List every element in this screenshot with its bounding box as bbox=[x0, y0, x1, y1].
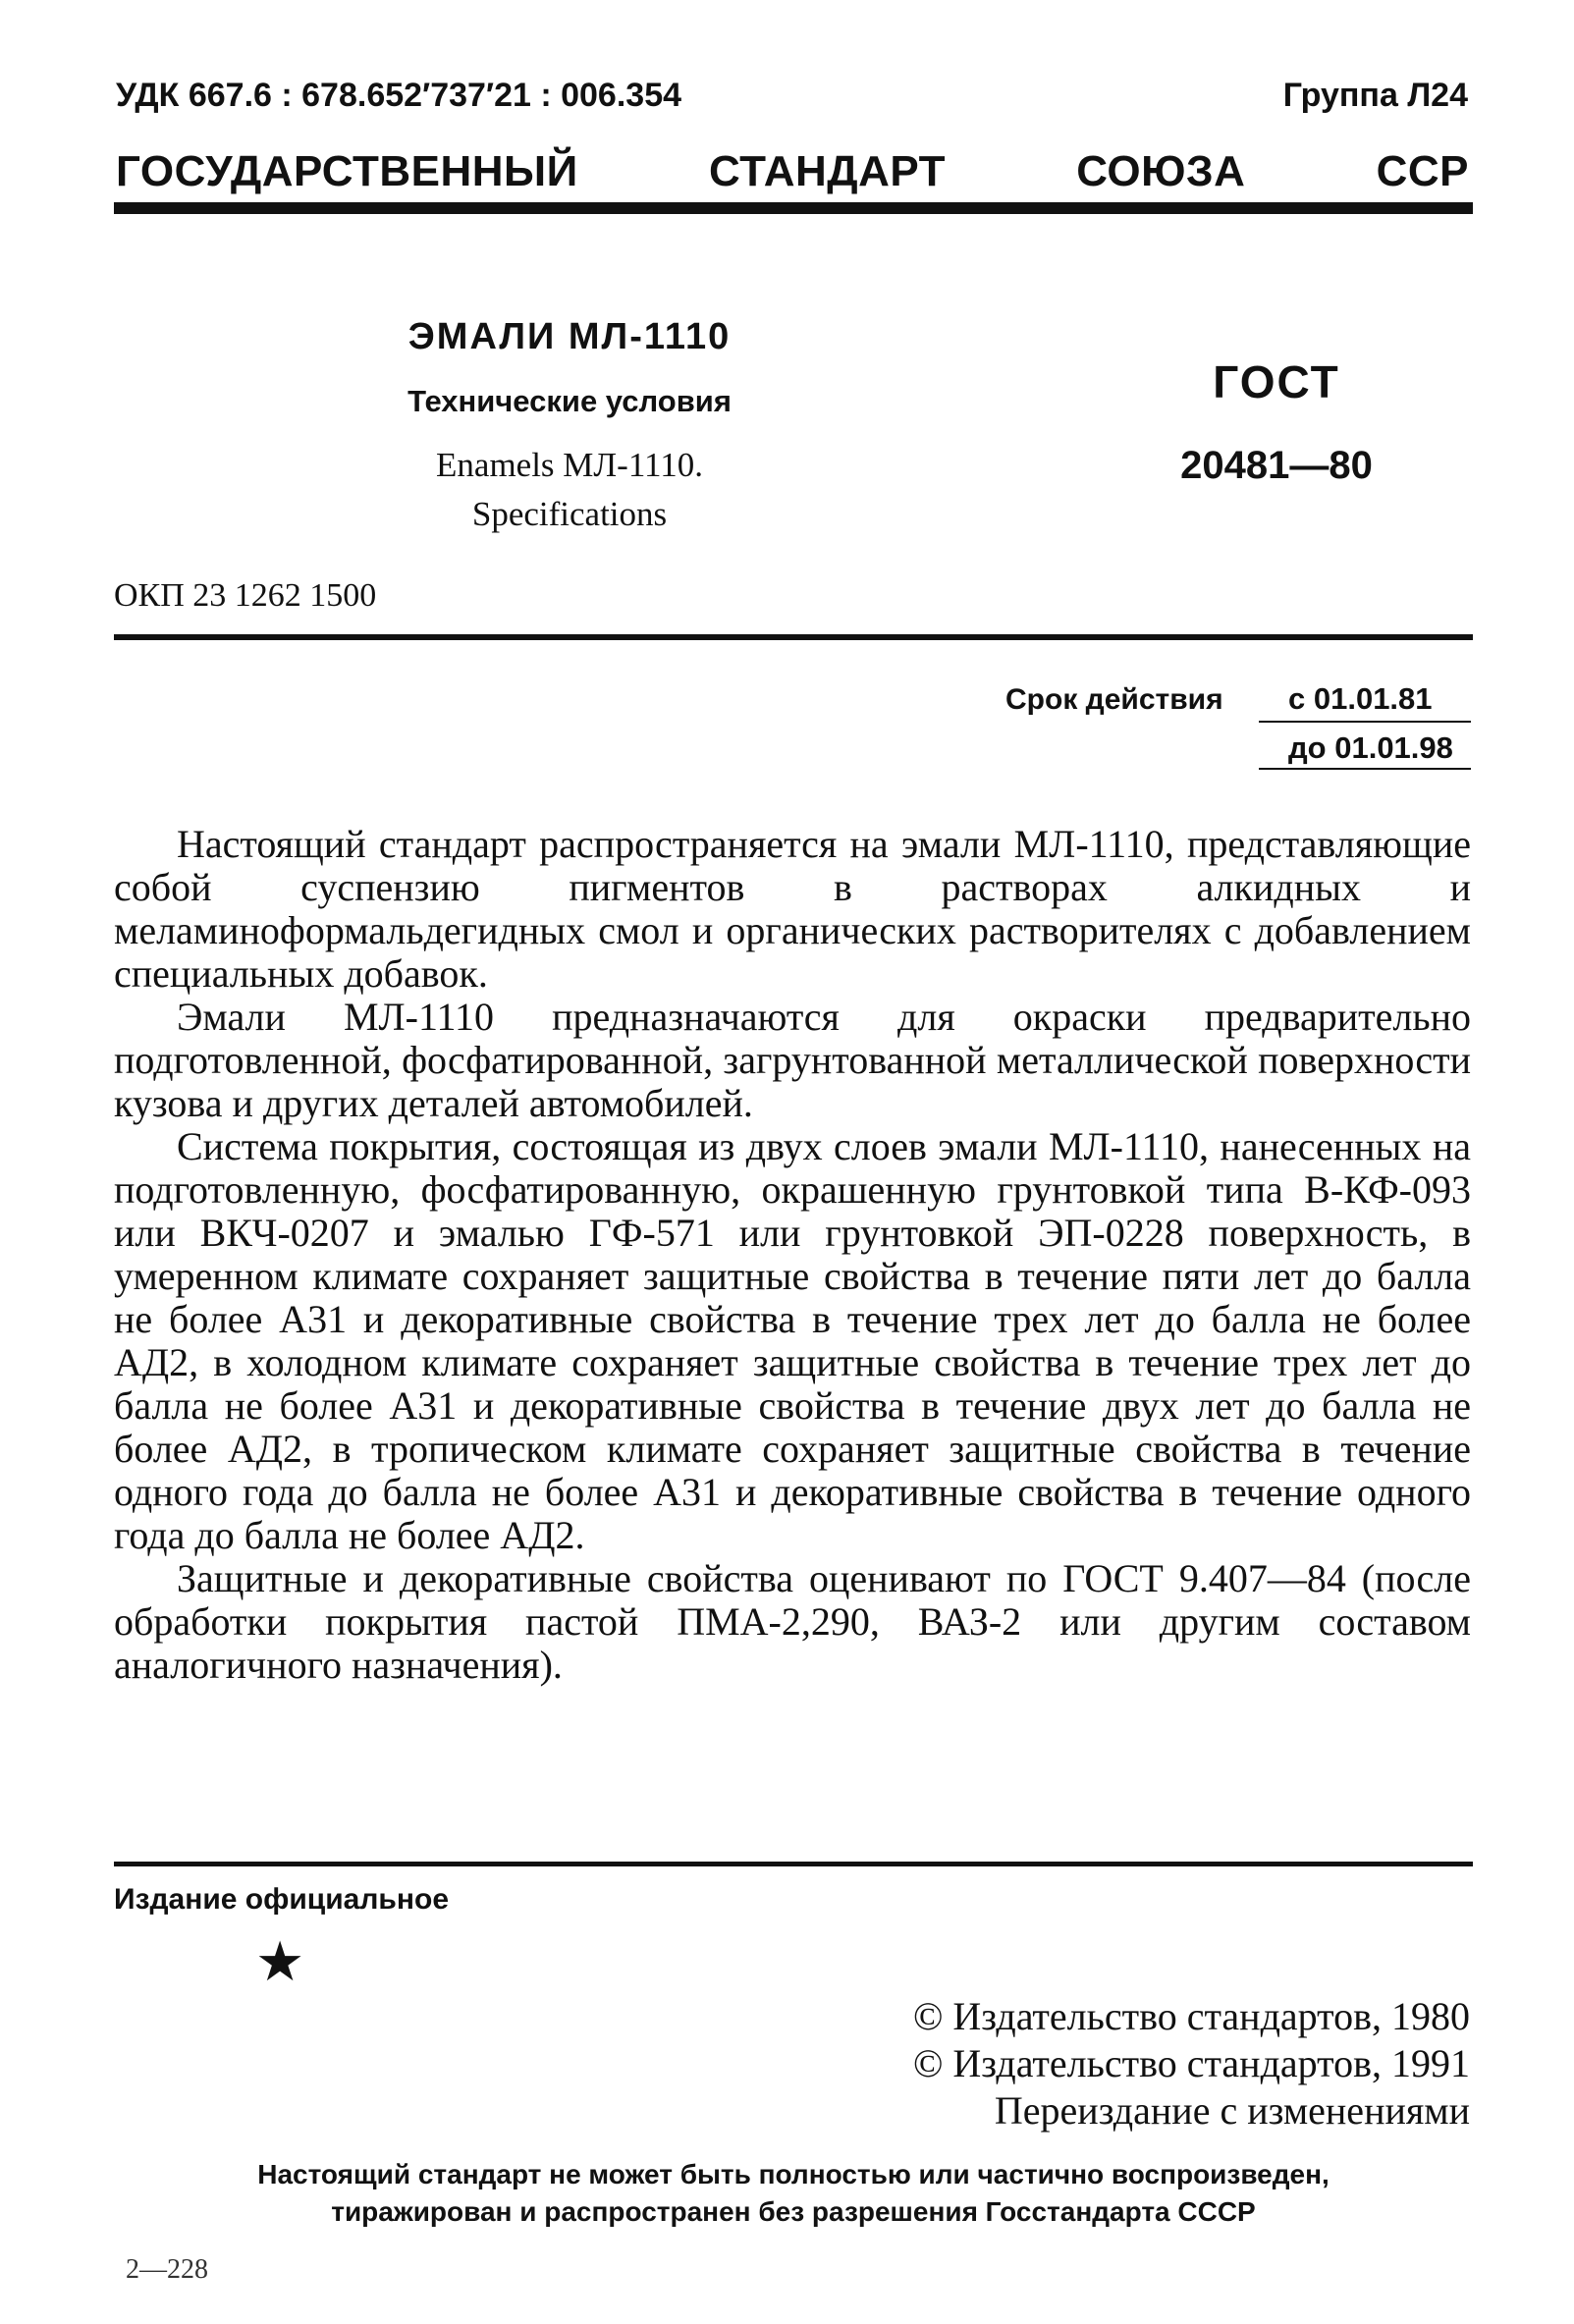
validity-underline-from bbox=[1259, 721, 1471, 723]
body-paragraph-1: Настоящий стандарт распространяется на эмали МЛ-1110, представляющие собой суспензию пигментов в растворах алкидных и меламиноформальдегидных смол и органических растворителях с добавлением специальных добавок. bbox=[114, 822, 1471, 996]
copyright-1991: © Издательство стандартов, 1991 bbox=[912, 2041, 1470, 2085]
body-text bbox=[114, 823, 1471, 1687]
edition-label: Издание официальное bbox=[114, 1883, 450, 1916]
validity-underline-to bbox=[1259, 768, 1471, 770]
top-rule bbox=[114, 202, 1473, 214]
validity-label: Срок действия bbox=[1005, 683, 1223, 716]
page-code: 2—228 bbox=[126, 2254, 208, 2285]
title-block bbox=[393, 316, 746, 539]
gost-label: ГОСТ bbox=[1213, 356, 1340, 407]
document-subtitle: Технические условия bbox=[407, 384, 732, 418]
udc-code: УДК 667.6 : 678.652′737′21 : 006.354 bbox=[116, 77, 682, 114]
english-title bbox=[393, 441, 746, 539]
body-paragraph-4: Защитные и декоративные свойства оценивают по ГОСТ 9.407—84 (после обработки покрытия пастой ПМА-2,290, ВАЗ-2 или другим составом аналогичного назначения). bbox=[114, 1556, 1471, 1687]
document-title: ЭМАЛИ МЛ-1110 bbox=[407, 316, 732, 357]
copyright-block bbox=[913, 1993, 1470, 2135]
okp-code: ОКП 23 1262 1500 bbox=[114, 577, 377, 614]
notice-line-1: Настоящий стандарт не может быть полностью или частично воспроизведен, bbox=[257, 2159, 1330, 2189]
english-title-line1: Enamels МЛ-1110. bbox=[436, 446, 703, 484]
reissue-note: Переиздание с изменениями bbox=[994, 2088, 1470, 2133]
body-paragraph-2: Эмали МЛ-1110 предназначаются для окраски предварительно подготовленной, фосфатированной, загрунтованной металлической поверхности кузова и других деталей автомобилей. bbox=[114, 995, 1471, 1125]
body-paragraph-3: Система покрытия, состоящая из двух слоев эмали МЛ-1110, нанесенных на подготовленную, фосфатированную, окрашенную грунтовкой типа В-КФ-093 или ВКЧ-0207 и эмалью ГФ-571 или грунтовкой ЭП-0228 поверхность, в умеренном климате сохраняет защитные свойства в течение пяти лет до балла не более А31 и декоративные свойства в течение трех лет до балла не более АД2, в холодном климате сохраняет защитные свойства в течение трех лет до балла не более А31 и декоративные свойства в течение двух лет до балла не более АД2, в тропическом климате сохраняет защитные свойства в течение одного года до балла не более А31 и декоративные свойства в течение одного года до балла не более АД2. bbox=[114, 1124, 1471, 1557]
group-code: Группа Л24 bbox=[1282, 77, 1468, 114]
gost-block bbox=[1149, 355, 1404, 488]
validity-from: с 01.01.81 bbox=[1288, 681, 1433, 716]
state-standard-heading: ГОСУДАРСТВЕННЫЙ СТАНДАРТ СОЮЗА ССР bbox=[116, 147, 1469, 195]
reproduction-notice bbox=[114, 2156, 1473, 2231]
notice-line-2: тиражирован и распространен без разрешения Госстандарта СССР bbox=[331, 2196, 1256, 2227]
gost-number: 20481—80 bbox=[1180, 444, 1373, 487]
star-icon: ★ bbox=[255, 1932, 305, 1993]
validity-to: до 01.01.98 bbox=[1288, 730, 1453, 765]
copyright-1980: © Издательство стандартов, 1980 bbox=[912, 1994, 1470, 2038]
bottom-rule bbox=[114, 1862, 1473, 1866]
middle-rule bbox=[114, 634, 1473, 640]
english-title-line2: Specifications bbox=[471, 495, 668, 533]
